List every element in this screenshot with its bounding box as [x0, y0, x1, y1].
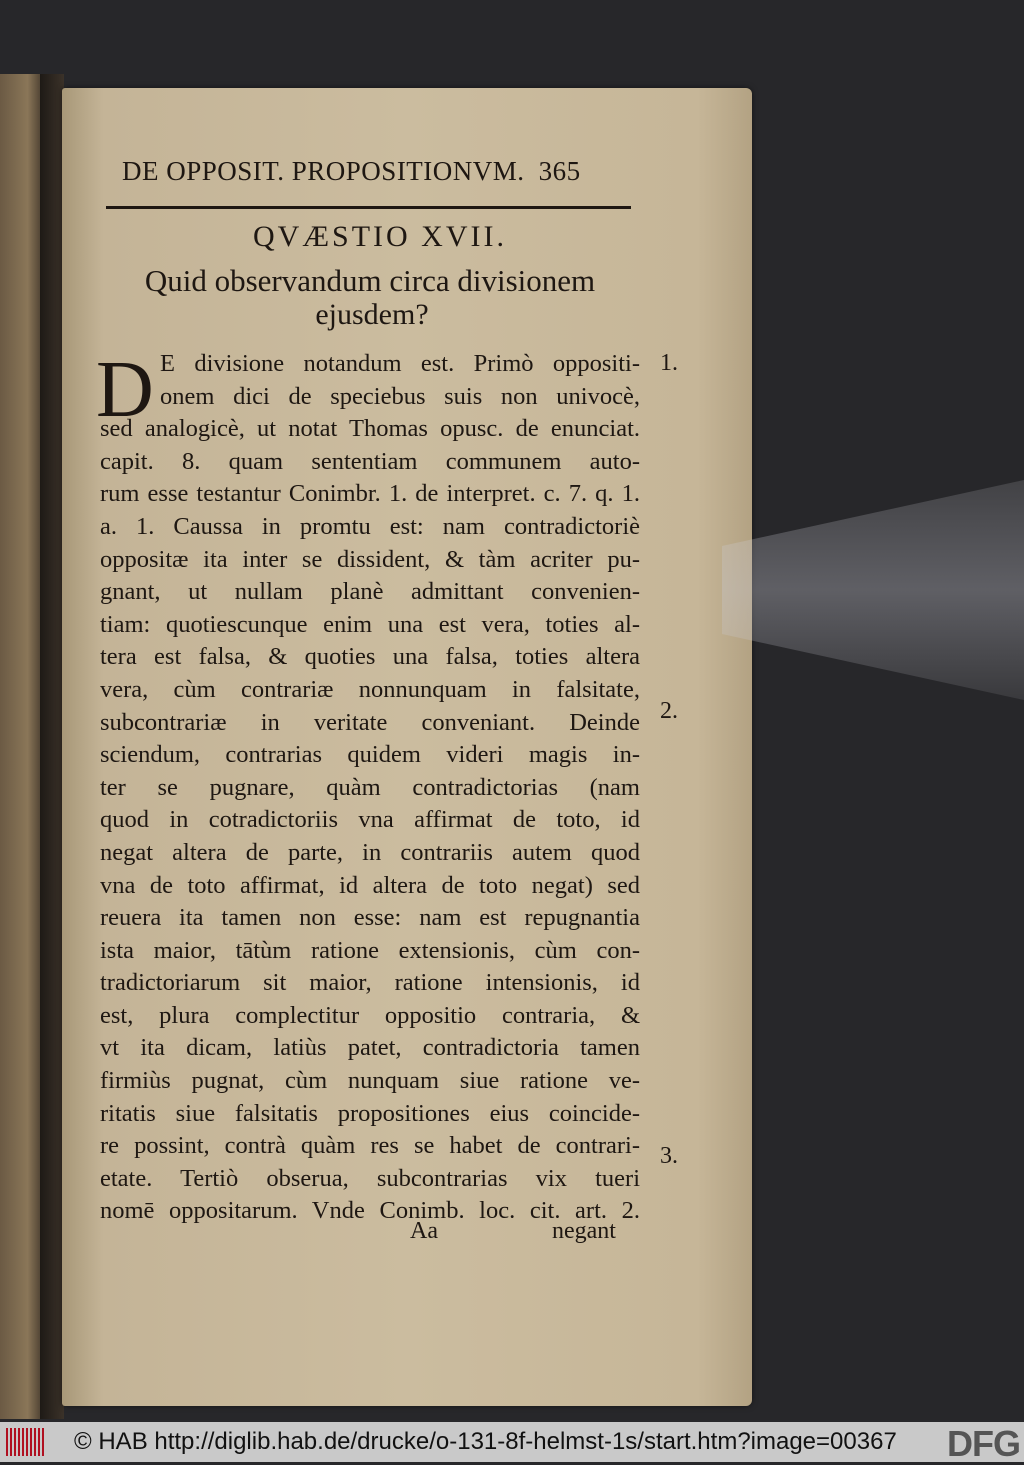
drop-cap: D: [96, 346, 154, 434]
body-text: [96, 346, 640, 1228]
signature-mark: Aa: [410, 1218, 438, 1244]
text-line: a. 1. Caussa in promtu est: nam contradictoriè: [100, 512, 640, 540]
text-line: re possint, contrà quàm res se habet de contrari-: [100, 1132, 640, 1160]
catchword: negant: [552, 1218, 616, 1244]
text-line: vt ita dicam, latiùs patet, contradictoria tamen: [100, 1034, 640, 1062]
text-line: ista maior, tātùm ratione extensionis, cùm con-: [100, 936, 640, 964]
copyright-url[interactable]: © HAB http://diglib.hab.de/drucke/o-131-8f-helmst-1s/start.htm?image=00367: [74, 1428, 897, 1455]
text-line: negat altera de parte, in contrariis autem quod: [100, 838, 640, 866]
text-line: etate. Tertiò obserua, subcontrarias vix tueri: [100, 1164, 640, 1192]
text-line: vera, cùm contrariæ nonnunquam in falsitate,: [100, 675, 640, 703]
running-head-title: DE OPPOSIT. PROPOSITIONVM.: [122, 156, 525, 186]
text-line: subcontrariæ in veritate conveniant. Deinde: [100, 708, 640, 736]
margin-number: 1.: [660, 350, 678, 376]
text-line: onem dici de speciebus suis non univocè,: [160, 382, 640, 410]
text-line: rum esse testantur Conimbr. 1. de interpret. c. 7. q. 1.: [100, 480, 640, 508]
running-head: [122, 156, 581, 187]
text-line: gnant, ut nullam planè admittant convenien-: [100, 578, 640, 606]
text-line: est, plura complectitur oppositio contraria, &: [100, 1001, 640, 1029]
page-number: 365: [538, 156, 581, 186]
text-line: ter se pugnare, quàm contradictorias (nam: [100, 773, 640, 801]
question-line-2: ejusdem?: [315, 298, 429, 331]
text-line: firmiùs pugnat, cùm nunquam siue ratione ve-: [100, 1067, 640, 1095]
text-line: oppositæ ita inter se dissident, & tàm acriter pu-: [100, 545, 640, 573]
text-line: sed analogicè, ut notat Thomas opusc. de enunciat.: [100, 415, 640, 443]
text-line: vna de toto affirmat, id altera de toto negat) sed: [100, 871, 640, 899]
text-line: tiam: quotiescunque enim una est vera, toties al-: [100, 610, 640, 638]
dfg-logo: DFG: [947, 1423, 1020, 1464]
header-rule: [106, 206, 631, 209]
question-line-1: Quid observandum circa divisionem: [144, 263, 596, 298]
margin-number: 3.: [660, 1143, 678, 1169]
text-line: nomē oppositarum. Vnde Conimb. loc. cit. art. 2.: [100, 1197, 640, 1225]
question-title: QVÆSTIO XVII.: [253, 220, 507, 253]
margin-number: 2.: [660, 698, 678, 724]
footer-bar: [0, 1422, 1024, 1462]
text-line: ritatis siue falsitatis propositiones eius coincide-: [100, 1099, 640, 1127]
text-line: E divisione notandum est. Primò oppositi-: [160, 350, 640, 377]
hab-logo-icon: [6, 1428, 46, 1456]
text-line: capit. 8. quam sententiam communem auto-: [100, 447, 640, 475]
text-line: quod in cotradictoriis vna affirmat de toto, id: [100, 806, 640, 834]
text-line: tradictoriarum sit maior, ratione intensionis, id: [100, 969, 640, 997]
text-line: sciendum, contrarias quidem videri magis in-: [100, 741, 640, 769]
text-line: reuera ita tamen non esse: nam est repugnantia: [100, 904, 640, 932]
text-line: tera est falsa, & quoties una falsa, toties altera: [100, 643, 640, 671]
glass-page-holder: [722, 480, 1024, 700]
